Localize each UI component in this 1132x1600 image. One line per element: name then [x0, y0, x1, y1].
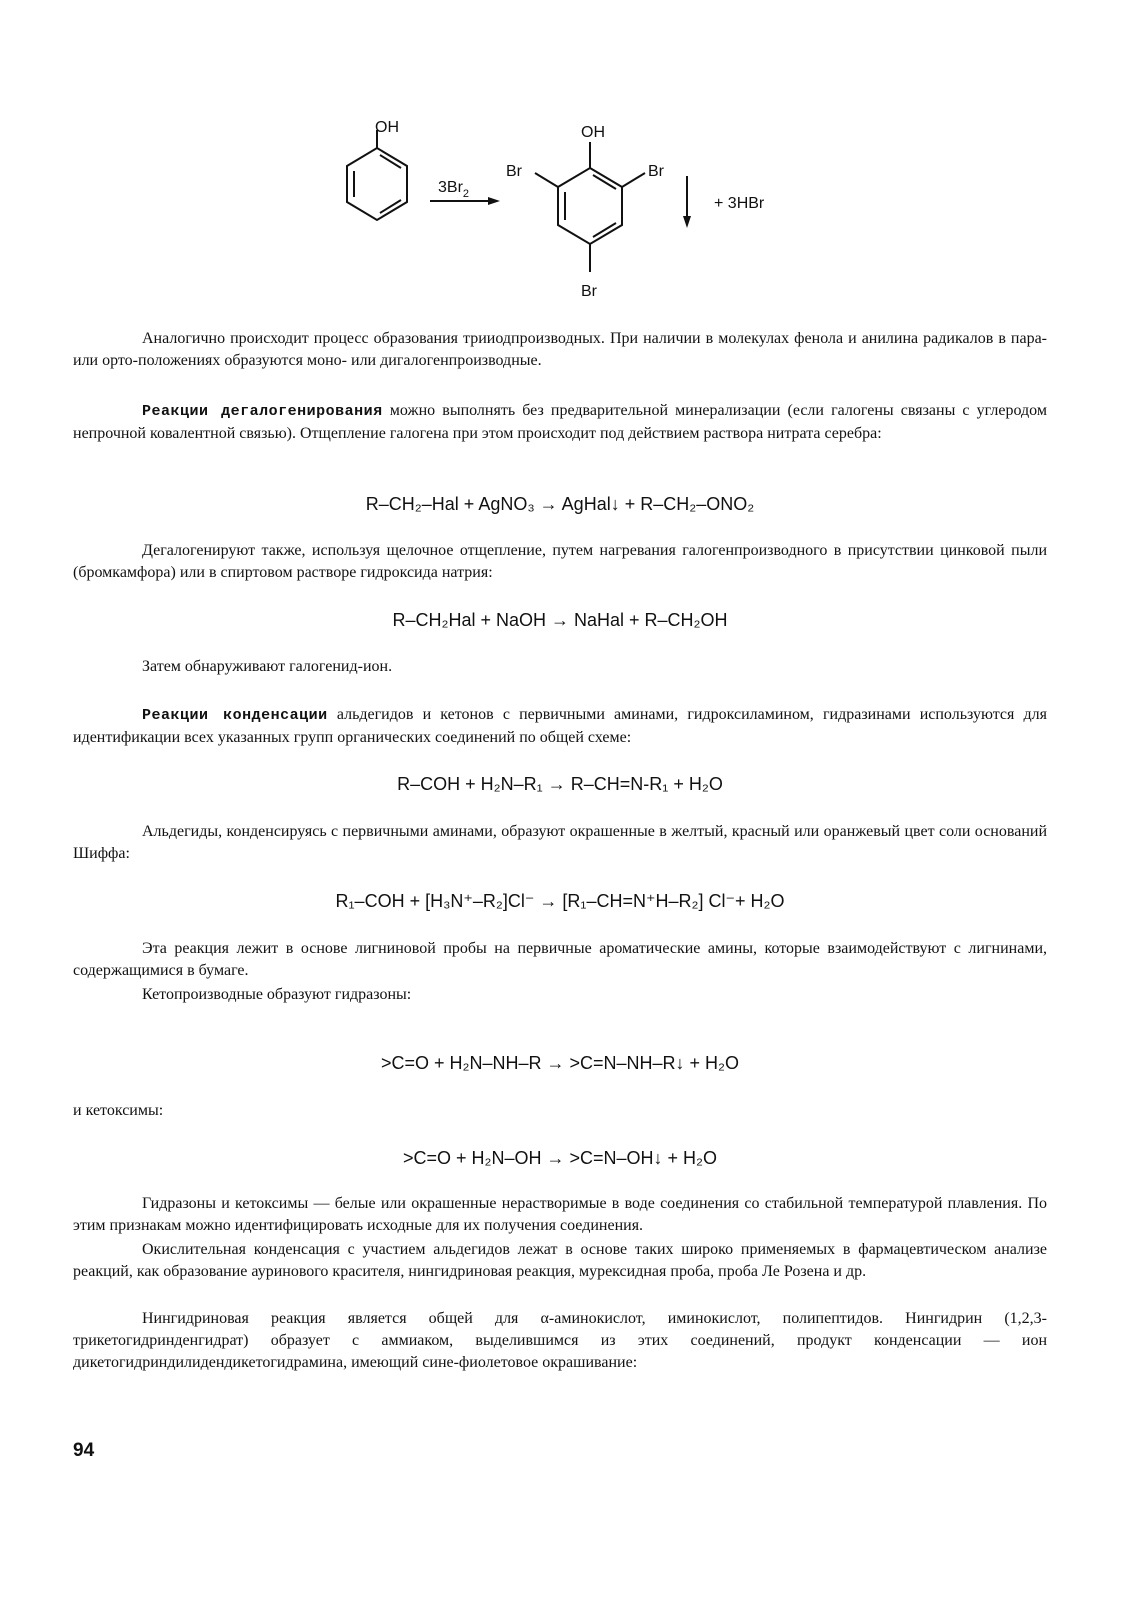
term-condensation: Реакции конденсации [142, 707, 328, 724]
paragraph-ninhydrin: Нингидриновая реакция является общей для α-аминокислот, иминокислот, полипептидов. Нингидрин (1,2,3-трикетогидринденгидрат) образует с аммиаком, выделившимся из этих соединений, продукт конденсации — ион дикетогидриндилидендикетогидрамина, имеющий сине-фиолетовое окрашивание: [73, 1310, 1047, 1371]
paragraph-triiodo: Аналогично происходит процесс образования трииодпроизводных. При наличии в молекулах фенола и анилина радикалов в пара- или орто-положениях образуются моно- или дигалогенпроизводные. [73, 330, 1047, 369]
paragraph-oxidative-condensation: Окислительная конденсация с участием альдегидов лежат в основе таких широко применяемых в фармацевтическом анализе реакций, как образование ауринового красителя, нингидриновая реакция, мурексидная проба, проба Ле Розена и др. [73, 1241, 1047, 1280]
product-oh-label: OH [581, 124, 605, 141]
equation-general-condensation: R–COH + H₂N–R₁ → R–CH=N-R₁ + H₂O [397, 774, 723, 794]
paragraph-hydrazones-properties: Гидразоны и кетоксимы — белые или окрашенные нерастворимые в воде соединения со стабильной температурой плавления. По этим признакам можно идентифицировать исходные для их получения соединения. [73, 1195, 1047, 1234]
byproduct-label: + 3HBr [714, 195, 765, 212]
br-left-label: Br [506, 163, 522, 180]
term-dehalogenation: Реакции дегалогенирования [142, 403, 383, 420]
equation-ketoxime: >C=O + H₂N–OH → >C=N–OH↓ + H₂O [402, 1148, 718, 1168]
paragraph-condensation-text: альдегидов и кетонов с первичными аминами, гидроксиламином, гидразинами используются для идентификации всех указанных групп органических соединений по общей схеме: [73, 706, 1048, 746]
reactant-oh-label: OH [375, 119, 399, 136]
bromination-scheme [330, 110, 800, 310]
paragraph-alkaline-cleavage: Дегалогенируют также, используя щелочное отщепление, путем нагревания галогенпроизводного в присутствии цинковой пыли (бромкамфора) или в спиртовом растворе гидроксида натрия: [73, 542, 1047, 581]
reagent-label: $3Br_2$ [438, 179, 470, 200]
br-right-label: Br [648, 163, 664, 180]
equation-naoh: R–CH₂Hal + NaOH → NaHal + R–CH₂OH [392, 610, 728, 630]
phenol-ring [347, 130, 407, 220]
equation-silver-nitrate: R–CH₂–Hal + AgNO₃ → AgHal↓ + R–CH₂–ONO₂ [365, 494, 755, 514]
paragraph-dehalogenation-text: можно выполнять без предварительной минерализации (если галогены связаны с углеродом непрочной ковалентной связью). Отщепление галогена при этом происходит под действием раствора нитрата серебра: [73, 402, 1047, 442]
paragraph-condensation [73, 704, 1047, 749]
paragraph-lignin-test: Эта реакция лежит в основе лигниновой пробы на первичные ароматические амины, которые взаимодействуют с лигнинами, содержащимися в бумаге. [73, 940, 1047, 979]
paragraph-ketoximes-intro: и кетоксимы: [73, 1102, 164, 1119]
precipitate-arrow-icon [683, 176, 691, 228]
bromination-scheme-svg [330, 110, 800, 310]
equation-schiff: R₁–COH + [H₃N⁺–R₂]Cl⁻ → [R₁–CH=N⁺H–R₂] Cl⁻+ H₂O [335, 891, 785, 911]
br-bottom-label: Br [581, 283, 597, 300]
paragraph-halide-detection: Затем обнаруживают галогенид-ион. [142, 658, 393, 675]
equation-hydrazone: >C=O + H₂N–NH–R → >C=N–NH–R↓ + H₂O [380, 1053, 740, 1073]
page-number: 94 [73, 1440, 95, 1461]
paragraph-schiff-bases: Альдегиды, конденсируясь с первичными аминами, образуют окрашенные в желтый, красный или оранжевый цвет соли оснований Шиффа: [73, 823, 1047, 862]
paragraph-hydrazones-intro: Кетопроизводные образуют гидразоны: [142, 986, 412, 1003]
paragraph-dehalogenation [73, 400, 1047, 445]
tribromophenol-ring [535, 142, 645, 272]
